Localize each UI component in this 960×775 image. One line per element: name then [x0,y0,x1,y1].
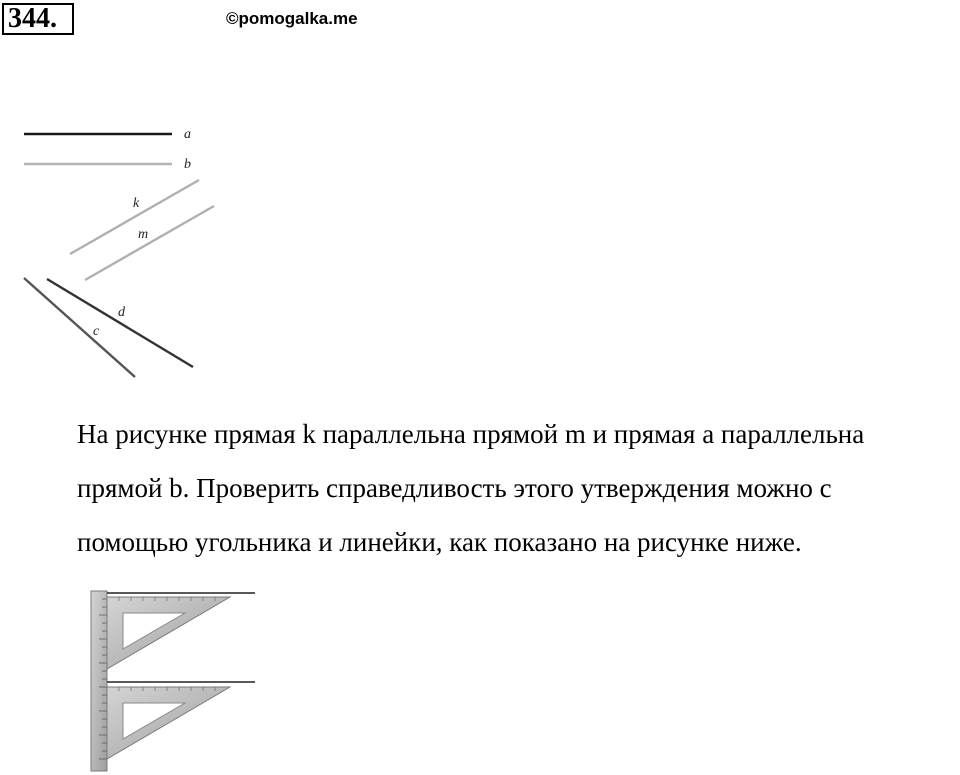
ruler-icon [91,591,107,771]
line-m [85,206,214,280]
text-line-1: На рисунке прямая k параллельна прямой m и прямая а параллельна [77,419,865,449]
label-c: c [93,324,100,339]
text-line-2: прямой b. Проверить справедливость этого утверждения можно с [77,473,832,503]
problem-number: 344. [2,3,74,35]
label-a: a [184,127,191,142]
ruler-and-set-square-figure [85,585,265,775]
label-k: k [133,196,140,211]
label-m: m [138,227,149,242]
line-c [24,278,135,377]
watermark: ©pomogalka.me [226,9,358,28]
text-line-3: помощью угольника и линейки, как показано на рисунке ниже. [77,527,802,557]
set-square-icon-bottom [107,687,230,759]
label-d: d [118,305,125,320]
lines-figure [0,110,240,400]
problem-text [77,407,957,569]
label-b: b [184,157,191,172]
line-k [70,180,199,254]
line-d [47,279,193,367]
set-square-icon-top [107,597,230,669]
